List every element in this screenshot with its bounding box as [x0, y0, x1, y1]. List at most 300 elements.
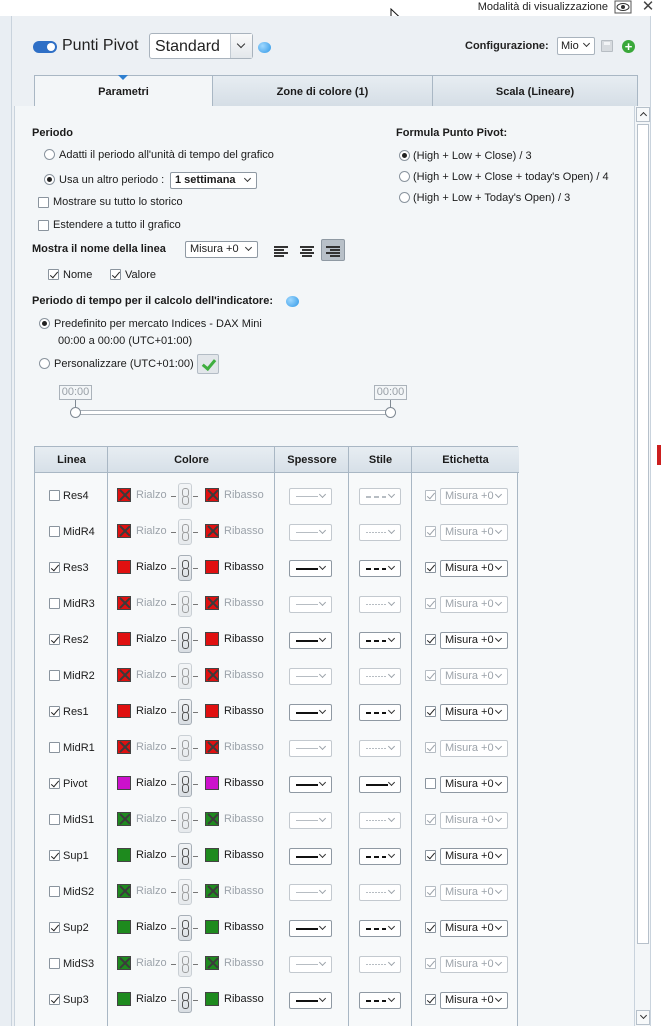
chevron-down-icon: [319, 995, 326, 1002]
line-name: Sup3: [63, 994, 89, 1006]
vertical-scrollbar[interactable]: [634, 106, 650, 1026]
indicator-toggle[interactable]: [33, 41, 57, 53]
info-chat-icon[interactable]: [286, 296, 299, 307]
thickness-preview: [296, 712, 318, 714]
up-color-swatch[interactable]: [117, 992, 131, 1006]
label-select[interactable]: [440, 740, 508, 757]
label-select[interactable]: [440, 668, 508, 685]
line-name: MidR4: [63, 526, 95, 538]
thickness-select[interactable]: [289, 812, 332, 829]
style-select[interactable]: [359, 884, 401, 901]
formula-option-1-label: (High + Low + Close) / 3: [413, 150, 532, 162]
save-icon[interactable]: [601, 40, 613, 52]
table-row: [35, 586, 519, 622]
chevron-down-icon: [237, 40, 245, 48]
down-color-swatch[interactable]: [205, 884, 219, 898]
up-color-label: Rialzo: [136, 777, 167, 789]
up-color-swatch[interactable]: [117, 704, 131, 718]
table-row: [35, 802, 519, 838]
scroll-thumb[interactable]: [637, 124, 649, 944]
line-visible-checkbox[interactable]: [49, 742, 60, 753]
up-color-swatch[interactable]: [117, 956, 131, 970]
lines-table: [34, 446, 518, 1026]
chevron-down-icon: [319, 491, 326, 498]
style-preview: [366, 820, 386, 821]
thickness-preview: [296, 928, 318, 930]
down-color-swatch[interactable]: [205, 956, 219, 970]
style-preview: [366, 676, 386, 677]
style-preview: [366, 568, 386, 570]
style-preview: [366, 892, 386, 893]
label-checkbox[interactable]: [425, 634, 436, 645]
up-color-label: Rialzo: [136, 813, 167, 825]
style-preview: [366, 964, 386, 965]
thickness-select[interactable]: [289, 596, 332, 613]
label-value: Misura +0: [445, 490, 494, 502]
up-color-swatch[interactable]: [117, 812, 131, 826]
chevron-down-icon: [388, 815, 395, 822]
align-right-button[interactable]: [321, 239, 345, 261]
up-color-swatch[interactable]: [117, 884, 131, 898]
slider-end-time: 00:00: [374, 385, 407, 400]
chevron-down-icon: [388, 923, 395, 930]
link-connector: [171, 532, 176, 533]
line-visible-checkbox[interactable]: [49, 706, 60, 717]
label-checkbox[interactable]: [425, 670, 436, 681]
line-visible-checkbox[interactable]: [49, 778, 60, 789]
link-connector: [193, 676, 198, 677]
label-value: Misura +0: [445, 526, 494, 538]
down-color-label: Ribasso: [224, 525, 264, 537]
close-icon[interactable]: ✕: [641, 0, 655, 15]
scroll-up-button[interactable]: [636, 107, 650, 122]
time-default-hours: 00:00 a 00:00 (UTC+01:00): [58, 335, 193, 347]
col-header-linea: Linea: [35, 447, 108, 473]
label-checkbox[interactable]: [425, 922, 436, 933]
thickness-preview: [296, 856, 318, 858]
style-preview: [366, 712, 386, 714]
right-frame: [650, 16, 661, 1026]
link-colors-icon[interactable]: [178, 771, 192, 797]
thickness-preview: [296, 892, 318, 893]
style-select[interactable]: [359, 488, 401, 505]
line-name-label: Mostra il nome della linea: [32, 243, 166, 255]
label-checkbox[interactable]: [425, 814, 436, 825]
label-checkbox[interactable]: [425, 850, 436, 861]
period-other-select[interactable]: [170, 172, 257, 189]
thickness-preview: [296, 532, 318, 533]
table-row: [35, 694, 519, 730]
label-value: Misura +0: [445, 778, 494, 790]
chevron-down-icon: [319, 923, 326, 930]
thickness-select[interactable]: [289, 524, 332, 541]
label-select[interactable]: [440, 884, 508, 901]
down-color-label: Ribasso: [224, 633, 264, 645]
down-color-swatch[interactable]: [205, 560, 219, 574]
thickness-select[interactable]: [289, 920, 332, 937]
show-value-checkbox[interactable]: [110, 269, 121, 280]
chevron-down-icon: [495, 779, 502, 786]
link-colors-icon[interactable]: [178, 807, 192, 833]
slider-start-handle[interactable]: [70, 407, 81, 418]
align-center-button[interactable]: [295, 240, 319, 262]
down-color-swatch[interactable]: [205, 524, 219, 538]
style-select[interactable]: [359, 992, 401, 1009]
label-select[interactable]: [440, 596, 508, 613]
formula-option-3-radio[interactable]: [399, 192, 410, 203]
chevron-down-icon: [495, 563, 502, 570]
thickness-preview: [296, 496, 318, 497]
line-name: MidS1: [63, 814, 95, 826]
style-preview: [366, 640, 386, 642]
thickness-select[interactable]: [289, 668, 332, 685]
label-checkbox[interactable]: [425, 994, 436, 1005]
label-select[interactable]: [440, 488, 508, 505]
tab-parametri[interactable]: Parametri: [34, 75, 213, 107]
up-color-label: Rialzo: [136, 489, 167, 501]
link-connector: [193, 928, 198, 929]
extend-chart-checkbox[interactable]: [38, 220, 49, 231]
show-name-checkbox[interactable]: [48, 269, 59, 280]
style-preview: [366, 928, 386, 930]
chevron-down-icon: [495, 959, 502, 966]
label-value: Misura +0: [445, 958, 494, 970]
label-select[interactable]: [440, 776, 508, 793]
up-color-label: Rialzo: [136, 885, 167, 897]
time-default-radio[interactable]: [39, 318, 50, 329]
chevron-down-icon: [319, 887, 326, 894]
active-tab-indicator: [118, 75, 128, 80]
chevron-down-icon: [495, 851, 502, 858]
style-select[interactable]: [359, 668, 401, 685]
col-header-etichetta: Etichetta: [412, 447, 519, 473]
link-colors-icon[interactable]: [178, 483, 192, 509]
chevron-up-icon: [640, 112, 647, 119]
line-visible-checkbox[interactable]: [49, 526, 60, 537]
link-connector: [193, 640, 198, 641]
up-color-label: Rialzo: [136, 669, 167, 681]
link-connector: [193, 532, 198, 533]
style-select[interactable]: [359, 524, 401, 541]
chevron-down-icon: [388, 635, 395, 642]
label-checkbox[interactable]: [425, 526, 436, 537]
eye-icon[interactable]: [614, 0, 634, 14]
link-colors-icon[interactable]: [178, 699, 192, 725]
up-color-label: Rialzo: [136, 633, 167, 645]
style-select[interactable]: [359, 596, 401, 613]
chevron-down-icon: [495, 887, 502, 894]
down-color-label: Ribasso: [224, 669, 264, 681]
slider-end-handle[interactable]: [385, 407, 396, 418]
period-other-radio[interactable]: [44, 174, 55, 185]
thickness-select[interactable]: [289, 632, 332, 649]
scroll-down-button[interactable]: [636, 1010, 650, 1025]
show-value-label: Valore: [125, 269, 156, 281]
link-colors-icon[interactable]: [178, 915, 192, 941]
line-name-select[interactable]: [185, 241, 258, 258]
time-custom-radio[interactable]: [39, 358, 50, 369]
link-colors-icon[interactable]: [178, 951, 192, 977]
link-colors-icon[interactable]: [178, 663, 192, 689]
show-history-label: Mostrare su tutto lo storico: [53, 196, 183, 208]
up-color-swatch[interactable]: [117, 848, 131, 862]
link-connector: [171, 748, 176, 749]
chevron-down-icon: [388, 563, 395, 570]
config-select[interactable]: [557, 37, 595, 55]
up-color-swatch[interactable]: [117, 776, 131, 790]
link-connector: [193, 856, 198, 857]
chevron-down-icon: [495, 635, 502, 642]
tab-scala[interactable]: Scala (Lineare): [432, 75, 638, 107]
col-header-stile: Stile: [349, 447, 412, 473]
line-name-value: Misura +0: [190, 243, 239, 255]
thickness-select[interactable]: [289, 488, 332, 505]
line-name: Res3: [63, 562, 89, 574]
thickness-select[interactable]: [289, 740, 332, 757]
line-name: Res1: [63, 706, 89, 718]
chevron-down-icon: [640, 1012, 647, 1019]
style-select[interactable]: [359, 776, 401, 793]
col-header-spessore: Spessore: [275, 447, 349, 473]
chevron-down-icon: [388, 959, 395, 966]
link-connector: [193, 748, 198, 749]
chevron-down-icon: [388, 527, 395, 534]
up-color-swatch[interactable]: [117, 596, 131, 610]
link-colors-icon[interactable]: [178, 519, 192, 545]
up-color-swatch[interactable]: [117, 632, 131, 646]
chevron-down-icon: [319, 851, 326, 858]
label-select[interactable]: [440, 920, 508, 937]
line-visible-checkbox[interactable]: [49, 814, 60, 825]
table-row: [35, 982, 519, 1018]
link-connector: [193, 568, 198, 569]
down-color-swatch[interactable]: [205, 632, 219, 646]
down-color-swatch[interactable]: [205, 992, 219, 1006]
line-visible-checkbox[interactable]: [49, 994, 60, 1005]
up-color-swatch[interactable]: [117, 560, 131, 574]
label-select[interactable]: [440, 956, 508, 973]
label-checkbox[interactable]: [425, 598, 436, 609]
label-checkbox[interactable]: [425, 562, 436, 573]
line-name: MidR2: [63, 670, 95, 682]
link-connector: [193, 496, 198, 497]
thickness-preview: [296, 604, 318, 605]
apply-check-button[interactable]: [197, 354, 219, 374]
style-preview: [366, 532, 386, 533]
indicator-title: Punti Pivot: [62, 37, 139, 54]
down-color-label: Ribasso: [224, 489, 264, 501]
link-colors-icon[interactable]: [178, 987, 192, 1013]
preset-select[interactable]: [149, 33, 253, 59]
line-visible-checkbox[interactable]: [49, 490, 60, 501]
line-name: MidR1: [63, 742, 95, 754]
display-mode-label: Modalità di visualizzazione: [477, 1, 608, 13]
up-color-label: Rialzo: [136, 921, 167, 933]
down-color-swatch[interactable]: [205, 848, 219, 862]
table-row: [35, 766, 519, 802]
period-other-value: 1 settimana: [175, 174, 236, 186]
style-preview: [366, 784, 388, 786]
table-row: [35, 658, 519, 694]
formula-option-2-label: (High + Low + Close + today's Open) / 4: [413, 171, 609, 183]
style-select[interactable]: [359, 956, 401, 973]
link-connector: [171, 676, 176, 677]
line-name: Res4: [63, 490, 89, 502]
style-select[interactable]: [359, 848, 401, 865]
chevron-down-icon: [319, 743, 326, 750]
table-row: [35, 838, 519, 874]
style-select[interactable]: [359, 560, 401, 577]
up-color-swatch[interactable]: [117, 668, 131, 682]
line-visible-checkbox[interactable]: [49, 886, 60, 897]
link-colors-icon[interactable]: [178, 843, 192, 869]
down-color-swatch[interactable]: [205, 488, 219, 502]
thickness-select[interactable]: [289, 956, 332, 973]
col-header-colore: Colore: [108, 447, 275, 473]
chevron-down-icon: [388, 491, 395, 498]
thickness-preview: [296, 568, 318, 570]
table-row: [35, 910, 519, 946]
table-row: [35, 478, 519, 514]
thickness-select[interactable]: [289, 884, 332, 901]
down-color-label: Ribasso: [224, 741, 264, 753]
label-select[interactable]: [440, 632, 508, 649]
align-left-button[interactable]: [269, 240, 293, 262]
chevron-down-icon: [319, 959, 326, 966]
show-history-checkbox[interactable]: [38, 197, 49, 208]
formula-option-1-radio[interactable]: [399, 150, 410, 161]
style-select[interactable]: [359, 704, 401, 721]
thickness-preview: [296, 964, 318, 965]
chevron-down-icon: [495, 491, 502, 498]
time-range-track[interactable]: [75, 410, 391, 415]
line-visible-checkbox[interactable]: [49, 958, 60, 969]
thickness-select[interactable]: [289, 776, 332, 793]
down-color-label: Ribasso: [224, 993, 264, 1005]
thickness-select[interactable]: [289, 704, 332, 721]
thickness-preview: [296, 820, 318, 821]
chevron-down-icon: [245, 244, 252, 251]
style-select[interactable]: [359, 920, 401, 937]
line-visible-checkbox[interactable]: [49, 922, 60, 933]
up-color-swatch[interactable]: [117, 488, 131, 502]
tab-zone-colore[interactable]: Zone di colore (1): [212, 75, 433, 107]
link-connector: [193, 820, 198, 821]
link-connector: [171, 640, 176, 641]
label-select[interactable]: [440, 704, 508, 721]
link-colors-icon[interactable]: [178, 627, 192, 653]
up-color-label: Rialzo: [136, 741, 167, 753]
style-preview: [366, 748, 386, 749]
style-select[interactable]: [359, 632, 401, 649]
link-colors-icon[interactable]: [178, 555, 192, 581]
label-checkbox[interactable]: [425, 886, 436, 897]
style-preview: [366, 856, 386, 858]
down-color-swatch[interactable]: [205, 812, 219, 826]
down-color-swatch[interactable]: [205, 776, 219, 790]
formula-option-2-radio[interactable]: [399, 171, 410, 182]
show-name-label: Nome: [63, 269, 93, 281]
up-color-swatch[interactable]: [117, 524, 131, 538]
label-select[interactable]: [440, 524, 508, 541]
table-row: [35, 514, 519, 550]
chevron-down-icon: [388, 887, 395, 894]
line-visible-checkbox[interactable]: [49, 670, 60, 681]
line-visible-checkbox[interactable]: [49, 598, 60, 609]
label-select[interactable]: [440, 992, 508, 1009]
label-select[interactable]: [440, 560, 508, 577]
up-color-label: Rialzo: [136, 849, 167, 861]
chevron-down-icon: [319, 635, 326, 642]
label-value: Misura +0: [445, 562, 494, 574]
thickness-select[interactable]: [289, 560, 332, 577]
label-checkbox[interactable]: [425, 778, 436, 789]
label-value: Misura +0: [445, 742, 494, 754]
line-visible-checkbox[interactable]: [49, 562, 60, 573]
down-color-swatch[interactable]: [205, 740, 219, 754]
line-name: Pivot: [63, 778, 88, 790]
up-color-swatch[interactable]: [117, 740, 131, 754]
down-color-swatch[interactable]: [205, 668, 219, 682]
label-select[interactable]: [440, 812, 508, 829]
up-color-label: Rialzo: [136, 957, 167, 969]
style-select[interactable]: [359, 740, 401, 757]
down-color-label: Ribasso: [224, 777, 264, 789]
thickness-select[interactable]: [289, 848, 332, 865]
extend-chart-label: Estendere a tutto il grafico: [53, 219, 181, 231]
down-color-swatch[interactable]: [205, 920, 219, 934]
link-colors-icon[interactable]: [178, 591, 192, 617]
chevron-down-icon: [495, 707, 502, 714]
label-checkbox[interactable]: [425, 742, 436, 753]
label-checkbox[interactable]: [425, 958, 436, 969]
thickness-preview: [296, 676, 318, 677]
link-connector: [171, 1000, 176, 1001]
thickness-select[interactable]: [289, 992, 332, 1009]
chevron-down-icon: [319, 707, 326, 714]
link-connector: [171, 928, 176, 929]
link-connector: [193, 712, 198, 713]
add-config-icon[interactable]: +: [622, 40, 635, 53]
down-color-label: Ribasso: [224, 813, 264, 825]
line-name: MidS2: [63, 886, 95, 898]
label-checkbox[interactable]: [425, 490, 436, 501]
line-visible-checkbox[interactable]: [49, 634, 60, 645]
link-connector: [171, 820, 176, 821]
down-color-swatch[interactable]: [205, 596, 219, 610]
info-chat-icon[interactable]: [258, 42, 271, 53]
label-checkbox[interactable]: [425, 706, 436, 717]
period-other-label: Usa un altro periodo :: [59, 174, 165, 186]
style-select[interactable]: [359, 812, 401, 829]
period-adapt-radio[interactable]: [44, 149, 55, 160]
chevron-down-icon: [388, 671, 395, 678]
link-colors-icon[interactable]: [178, 879, 192, 905]
line-visible-checkbox[interactable]: [49, 850, 60, 861]
up-color-label: Rialzo: [136, 561, 167, 573]
table-row: [35, 946, 519, 982]
style-preview: [366, 496, 386, 498]
label-value: Misura +0: [445, 886, 494, 898]
label-select[interactable]: [440, 848, 508, 865]
link-connector: [171, 892, 176, 893]
link-colors-icon[interactable]: [178, 735, 192, 761]
link-connector: [171, 964, 176, 965]
time-custom-label: Personalizzare (UTC+01:00): [54, 358, 194, 370]
down-color-swatch[interactable]: [205, 704, 219, 718]
preset-dropdown-button[interactable]: [230, 34, 252, 58]
up-color-swatch[interactable]: [117, 920, 131, 934]
